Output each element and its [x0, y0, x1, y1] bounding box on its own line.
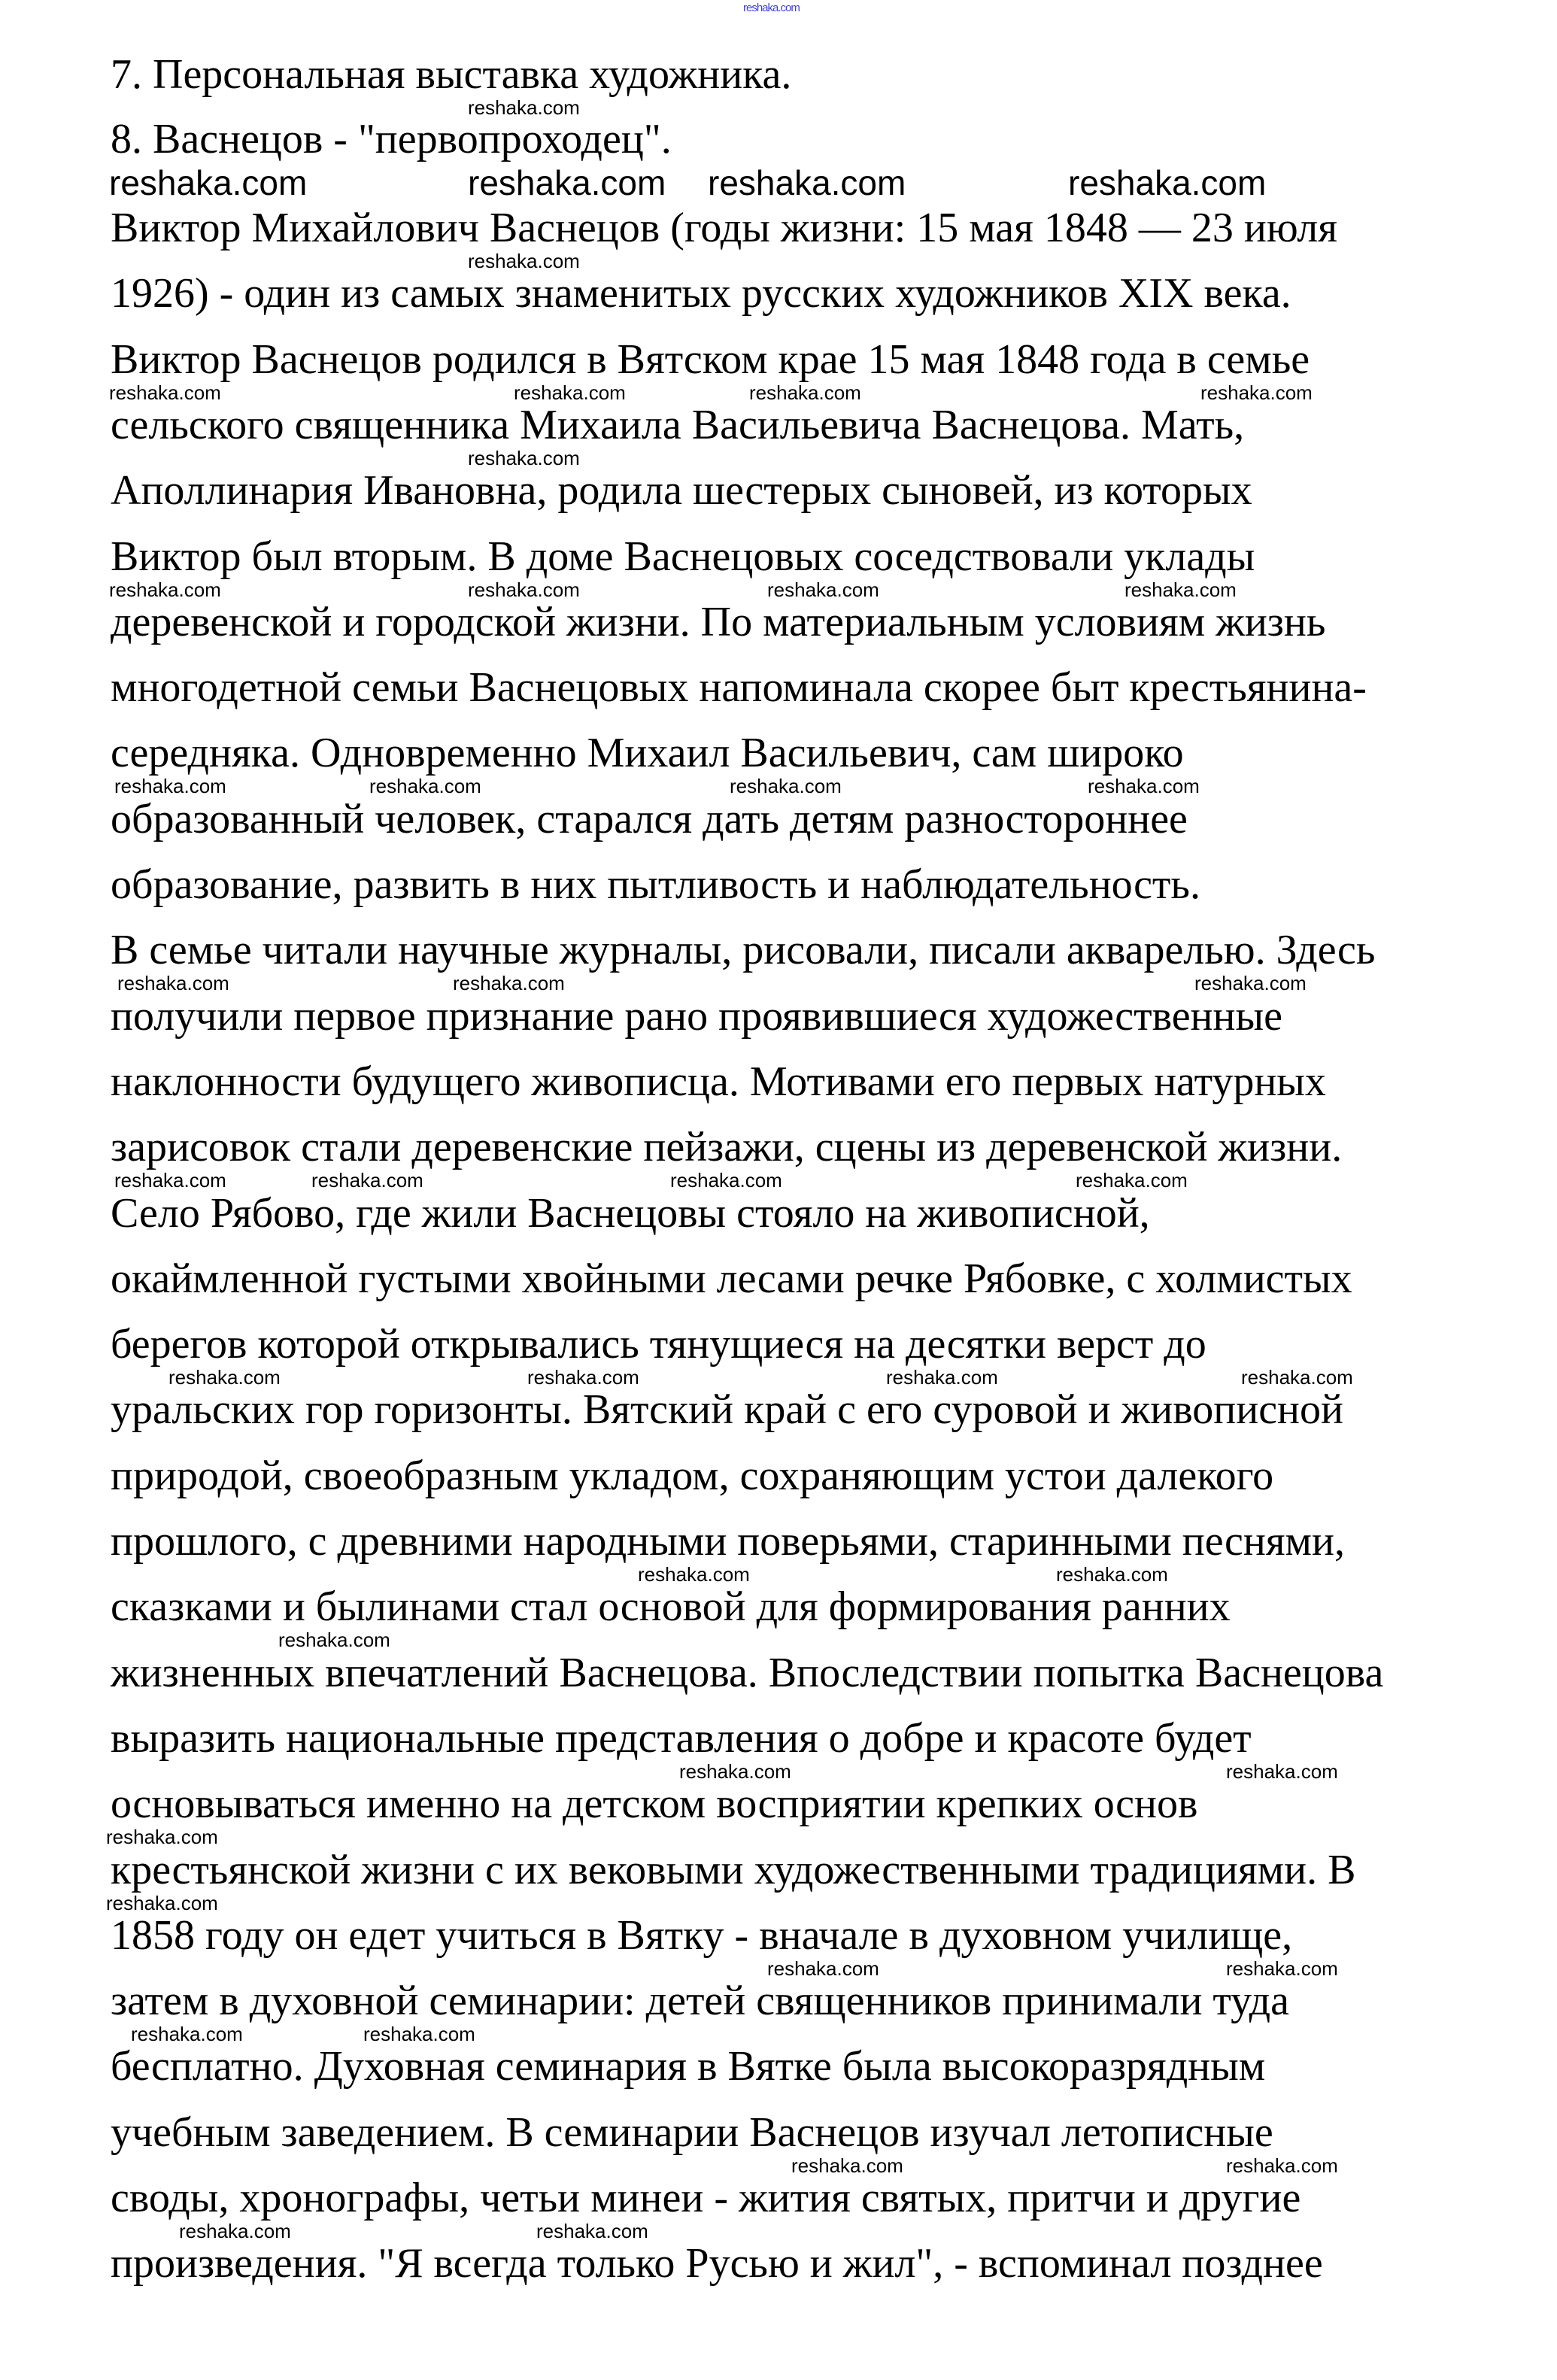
watermark-text: reshaka.com	[767, 1957, 879, 1980]
watermark-text: reshaka.com	[1200, 381, 1313, 404]
watermark-text: reshaka.com	[886, 1366, 998, 1389]
watermark-text: reshaka.com	[468, 250, 580, 272]
text-line: наклонности будущего живописца. Мотивами его первых натурных	[111, 1058, 1326, 1105]
text-line: выразить национальные представления о добре и красоте будет	[111, 1715, 1252, 1762]
text-line: образование, развить в них пытливость и наблюдательность.	[111, 861, 1200, 908]
text-line: деревенской и городской жизни. По материальным условиям жизнь	[111, 599, 1326, 645]
watermark-text: reshaka.com	[114, 1169, 226, 1192]
text-line: жизненных впечатлений Васнецова. Впоследствии попытка Васнецова	[111, 1650, 1384, 1696]
text-line: 1858 году он едет учиться в Вятку - вначале в духовном училище,	[111, 1912, 1293, 1959]
text-line: Село Рябово, где жили Васнецовы стояло на живописной,	[111, 1190, 1150, 1237]
watermark-text: reshaka.com	[179, 2220, 291, 2242]
text-line: образованный человек, старался дать детям разностороннее	[111, 796, 1188, 842]
text-line: получили первое признание рано проявившиеся художественные	[111, 993, 1282, 1040]
watermark-text: reshaka.com	[514, 381, 626, 404]
text-line: окаймленной густыми хвойными лесами речке Рябовке, с холмистых	[111, 1255, 1352, 1302]
watermark-text: reshaka.com	[791, 2154, 903, 2177]
watermark-text: reshaka.com	[708, 163, 906, 202]
watermark-text: reshaka.com	[106, 1826, 218, 1848]
watermark-text: reshaka.com	[1124, 578, 1237, 601]
text-line: многодетной семьи Васнецовых напоминала скорее быт крестьянина-	[111, 664, 1367, 711]
watermark-text: reshaka.com	[109, 578, 221, 601]
watermark-text: reshaka.com	[1088, 775, 1200, 797]
watermark-text: reshaka.com	[468, 578, 580, 601]
text-line: сказками и былинами стал основой для формирования ранних	[111, 1583, 1231, 1630]
watermark-text: reshaka.com	[106, 1892, 218, 1914]
text-line: крестьянской жизни с их вековыми художественными традициями. В	[111, 1847, 1356, 1893]
watermark-text: reshaka.com	[168, 1366, 281, 1389]
text-line: бесплатно. Духовная семинария в Вятке была высокоразрядным	[111, 2043, 1266, 2090]
text-line: 1926) - один из самых знаменитых русских художников XIX века.	[111, 270, 1291, 317]
text-line: сельского священника Михаила Васильевича Васнецова. Мать,	[111, 402, 1245, 448]
watermark-text: reshaka.com	[767, 578, 879, 601]
watermark-text: reshaka.com	[311, 1169, 423, 1192]
text-line: берегов которой открывались тянущиеся на десятки верст до	[111, 1321, 1206, 1368]
text-line: В семье читали научные журналы, рисовали, писали акварелью. Здесь	[111, 927, 1376, 973]
watermark-text: reshaka.com	[1076, 1169, 1188, 1192]
text-line: своды, хронографы, четьи минеи - жития святых, притчи и другие	[111, 2175, 1301, 2221]
watermark-text: reshaka.com	[1068, 163, 1267, 202]
watermark-text: reshaka.com	[638, 1563, 750, 1586]
text-line: зарисовок стали деревенские пейзажи, сцены из деревенской жизни.	[111, 1124, 1343, 1170]
watermark-text: reshaka.com	[1241, 1366, 1353, 1389]
watermark-text: reshaka.com	[1226, 2154, 1338, 2177]
watermark-text: reshaka.com	[109, 163, 308, 202]
text-line: середняка. Одновременно Михаил Васильевич, сам широко	[111, 730, 1184, 776]
watermark-text: reshaka.com	[109, 381, 221, 404]
watermark-text: reshaka.com	[527, 1366, 639, 1389]
text-line: Аполлинария Ивановна, родила шестерых сыновей, из которых	[111, 467, 1252, 514]
watermark-text: reshaka.com	[114, 775, 226, 797]
watermark-text: reshaka.com	[453, 972, 565, 994]
text-line: основываться именно на детском восприятии крепких основ	[111, 1780, 1198, 1827]
watermark-text: reshaka.com	[730, 775, 842, 797]
text-line: учебным заведением. В семинарии Васнецов изучал летописные	[111, 2109, 1273, 2156]
text-line: затем в духовной семинарии: детей священников принимали туда	[111, 1978, 1289, 2024]
text-line: природой, своеобразным укладом, сохраняющим устои далекого	[111, 1453, 1274, 1499]
watermark-text: reshaka.com	[670, 1169, 782, 1192]
text-line: произведения. "Я всегда только Русью и жил", - вспоминал позднее	[111, 2240, 1323, 2287]
watermark-text: reshaka.com	[278, 1629, 390, 1651]
watermark-text: reshaka.com	[1226, 1760, 1338, 1783]
text-line: 7. Персональная выставка художника.	[111, 51, 792, 98]
site-header-link[interactable]: reshaka.com	[743, 2, 800, 14]
watermark-text: reshaka.com	[131, 2023, 243, 2045]
text-line: прошлого, с древними народными поверьями, старинными песнями,	[111, 1518, 1345, 1565]
watermark-text: reshaka.com	[679, 1760, 791, 1783]
watermark-text: reshaka.com	[1056, 1563, 1168, 1586]
watermark-text: reshaka.com	[1226, 1957, 1338, 1980]
watermark-text: reshaka.com	[536, 2220, 648, 2242]
watermark-text: reshaka.com	[468, 447, 580, 469]
watermark-text: reshaka.com	[117, 972, 229, 994]
watermark-text: reshaka.com	[369, 775, 481, 797]
watermark-text: reshaka.com	[468, 96, 580, 119]
text-line: 8. Васнецов - "первопроходец".	[111, 116, 672, 162]
text-line: Виктор был вторым. В доме Васнецовых соседствовали уклады	[111, 533, 1255, 580]
watermark-text: reshaka.com	[363, 2023, 475, 2045]
text-line: Виктор Михайлович Васнецов (годы жизни: 15 мая 1848 — 23 июля	[111, 205, 1337, 251]
watermark-text: reshaka.com	[468, 163, 666, 202]
text-line: уральских гор горизонты. Вятский край с его суровой и живописной	[111, 1386, 1343, 1433]
watermark-text: reshaka.com	[1194, 972, 1307, 994]
watermark-text: reshaka.com	[749, 381, 861, 404]
text-line: Виктор Васнецов родился в Вятском крае 15 мая 1848 года в семье	[111, 336, 1310, 383]
